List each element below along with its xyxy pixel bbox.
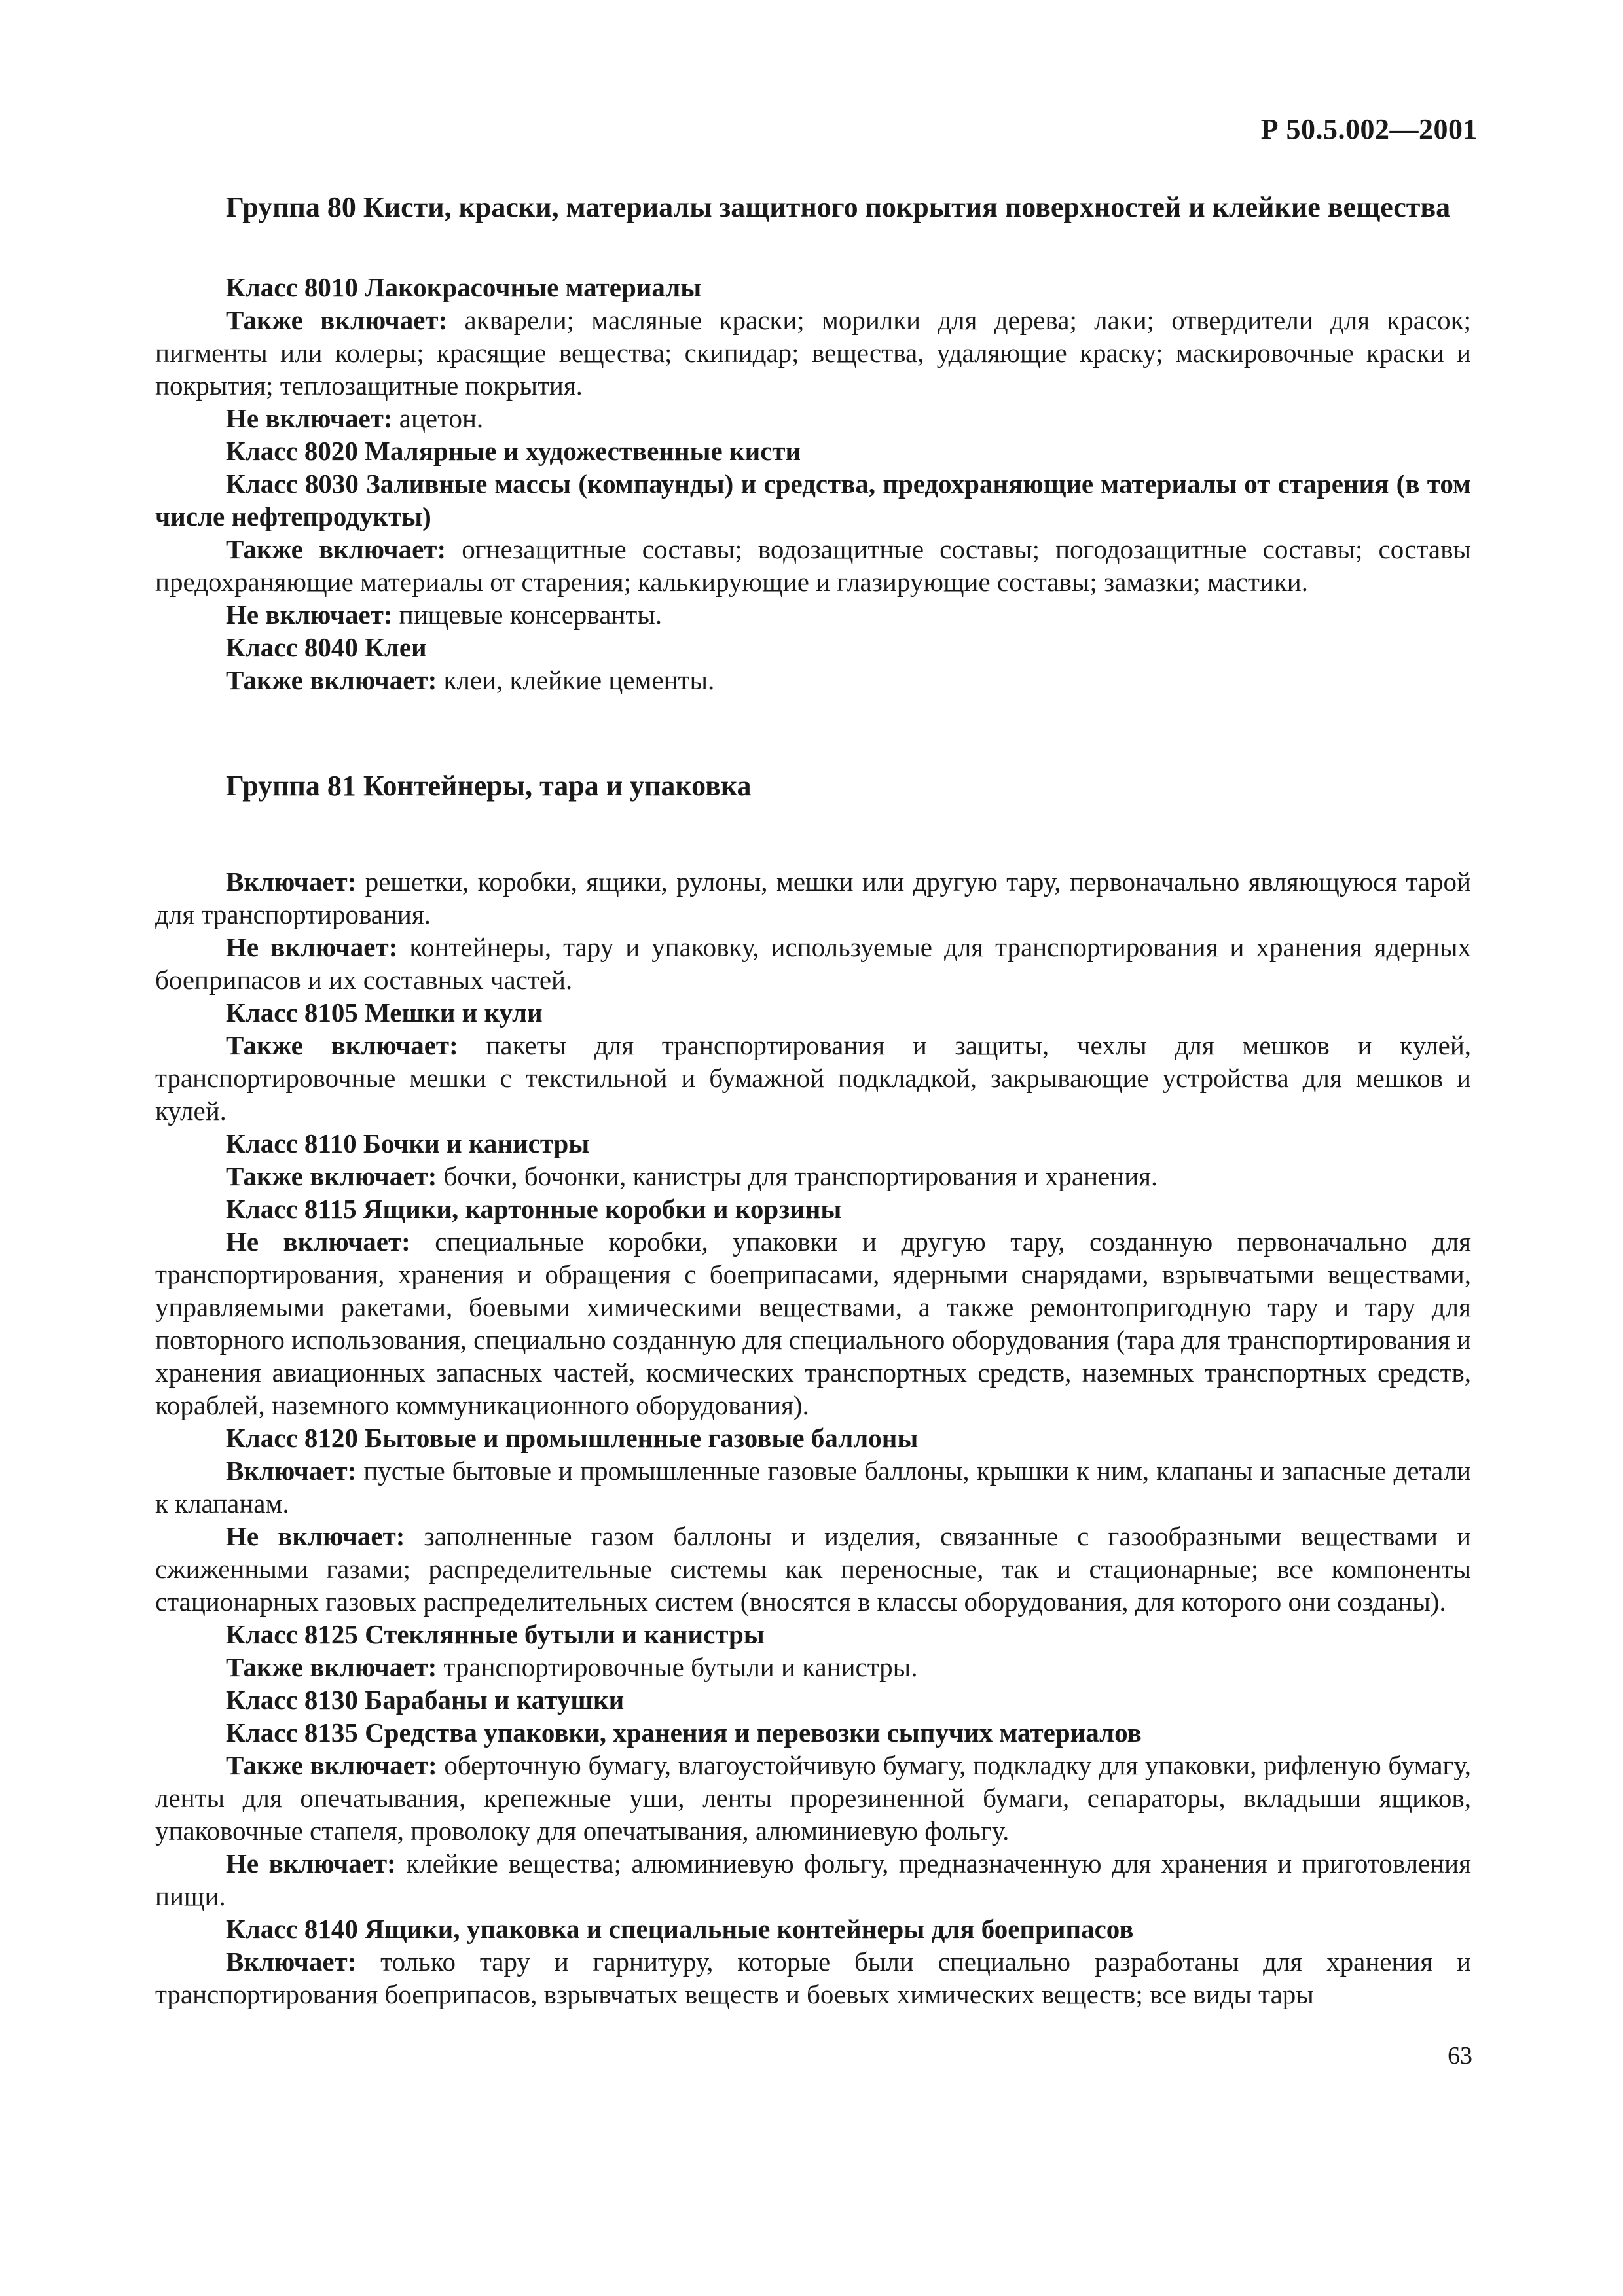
class-8010-also-includes: Также включает: акварели; масляные краски; морилки для дерева; лаки; отвердители для красок; пигменты или колеры; красящие вещества; скипидар; вещества, удаляющие краску; маскировочные краски и покрытия; теплозащитные покрытия. xyxy=(155,305,1471,401)
page-content xyxy=(155,190,1471,2011)
class-8030-excludes: Не включает: пищевые консерванты. xyxy=(226,600,663,630)
class-8020-heading: Класс 8020 Малярные и художественные кисти xyxy=(226,436,801,466)
class-8125-heading: Класс 8125 Стеклянные бутыли и канистры xyxy=(226,1619,765,1649)
class-8135-also-includes: Также включает: оберточную бумагу, влагоустойчивую бумагу, подкладку для упаковки, рифленую бумагу, ленты для опечатывания, крепежные уши, ленты прорезиненной бумаги, сепараторы, вкладыши ящиков, упаковочные стапеля, проволоку для опечатывания, алюминиевую фольгу. xyxy=(155,1750,1471,1846)
class-8115-heading: Класс 8115 Ящики, картонные коробки и корзины xyxy=(226,1194,842,1224)
class-8010-heading: Класс 8010 Лакокрасочные материалы xyxy=(226,272,702,302)
class-8105-also-includes: Также включает: пакеты для транспортирования и защиты, чехлы для мешков и кулей, транспортировочные мешки с текстильной и бумажной подкладкой, закрывающие устройства для мешков и кулей. xyxy=(155,1030,1472,1126)
class-8120-heading: Класс 8120 Бытовые и промышленные газовые баллоны xyxy=(226,1423,919,1453)
group-80-heading: Группа 80 Кисти, краски, материалы защитного покрытия поверхностей и клейкие вещества xyxy=(226,191,1451,223)
class-8040-heading: Класс 8040 Клеи xyxy=(226,632,427,662)
class-8130-heading: Класс 8130 Барабаны и катушки xyxy=(226,1685,625,1715)
class-8135-excludes: Не включает: клейкие вещества; алюминиевую фольгу, предназначенную для хранения и приготовления пищи. xyxy=(155,1848,1471,1911)
class-8110-heading: Класс 8110 Бочки и канистры xyxy=(226,1128,590,1158)
class-8120-includes: Включает: пустые бытовые и промышленные газовые баллоны, крышки к ним, клапаны и запасные детали к клапанам. xyxy=(155,1456,1471,1518)
class-8030-heading: Класс 8030 Заливные массы (компаунды) и средства, предохраняющие материалы от старения (в том числе нефтепродукты) xyxy=(155,469,1471,531)
class-8125-also-includes: Также включает: транспортировочные бутыли и канистры. xyxy=(226,1652,918,1682)
class-8010-excludes: Не включает: ацетон. xyxy=(226,403,484,433)
page-number: 63 xyxy=(1448,2042,1472,2070)
group-81-includes: Включает: решетки, коробки, ящики, рулоны, мешки или другую тару, первоначально являющуюся тарой для транспортирования. xyxy=(155,867,1471,929)
class-8105-heading: Класс 8105 Мешки и кули xyxy=(226,997,543,1028)
document-number: Р 50.5.002—2001 xyxy=(1260,113,1478,145)
class-8030-also-includes: Также включает: огнезащитные составы; водозащитные составы; погодозащитные составы; составы предохраняющие материалы от старения; калькирующие и глазирующие составы; замазки; мастики. xyxy=(155,534,1471,597)
class-8135-heading: Класс 8135 Средства упаковки, хранения и перевозки сыпучих материалов xyxy=(226,1717,1142,1748)
class-8140-heading: Класс 8140 Ящики, упаковка и специальные контейнеры для боеприпасов xyxy=(226,1914,1134,1944)
class-8120-excludes: Не включает: заполненные газом баллоны и изделия, связанные с газообразными веществами и сжиженными газами; распределительные системы как переносные, так и стационарные; все компоненты стационарных газовых распределительных систем (вносятся в классы оборудования, для которого они созданы). xyxy=(155,1521,1471,1617)
group-81-excludes: Не включает: контейнеры, тару и упаковку, используемые для транспортирования и хранения ядерных боеприпасов и их составных частей. xyxy=(155,932,1471,995)
group-81-heading: Группа 81 Контейнеры, тара и упаковка xyxy=(226,770,752,802)
class-8140-includes: Включает: только тару и гарнитуру, которые были специально разработаны для хранения и транспортирования боеприпасов, взрывчатых веществ и боевых химических веществ; все виды тары xyxy=(155,1946,1471,2009)
class-8115-excludes: Не включает: специальные коробки, упаковки и другую тару, созданную первоначально для транспортирования, хранения и обращения с боеприпасами, ядерными снарядами, взрывчатыми веществами, управляемыми ракетами, боевыми химическими веществами, а также ремонтопригодную тару и тару для повторного использования, специально созданную для специального оборудования (тара для транспортирования и хранения авиационных запасных частей, космических транспортных средств, наземных транспортных средств, кораблей, наземного коммуникационного оборудования). xyxy=(155,1227,1471,1420)
class-8040-also-includes: Также включает: клеи, клейкие цементы. xyxy=(226,665,715,695)
class-8110-also-includes: Также включает: бочки, бочонки, канистры для транспортирования и хранения. xyxy=(226,1161,1158,1191)
